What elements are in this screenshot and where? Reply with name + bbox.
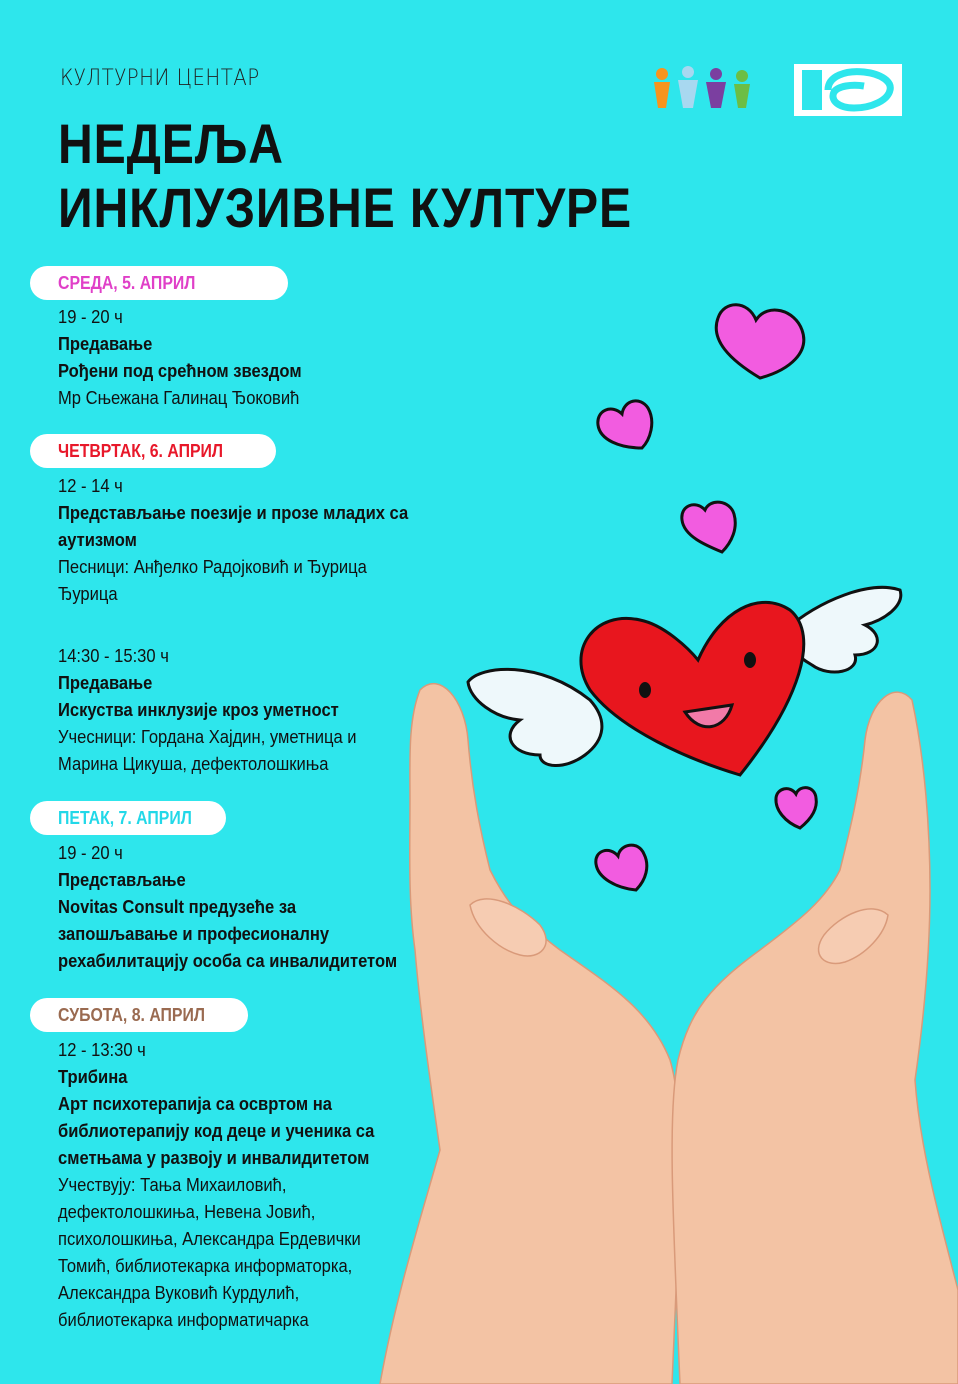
- event-time: 19 - 20 ч: [58, 843, 123, 863]
- page-title: [58, 112, 632, 240]
- event-type: Предавање: [58, 334, 153, 354]
- event-title: Представљање поезије и прозе младих са: [58, 503, 409, 523]
- event-people: Марина Цикуша, дефектолошкиња: [58, 754, 329, 774]
- event-thursday-1: [58, 473, 408, 608]
- event-time: 12 - 14 ч: [58, 476, 123, 496]
- people-logo-icon: [654, 66, 750, 108]
- event-title: Искуства инклузије кроз уметност: [58, 700, 339, 720]
- event-title: запошљавање и професионалну: [58, 924, 330, 944]
- organization-name: КУЛТУРНИ ЦЕНТАР: [60, 66, 260, 91]
- event-title: аутизмом: [58, 530, 137, 550]
- event-people: Учествују: Тања Михаиловић,: [58, 1175, 287, 1195]
- day-label: СРЕДА, 5. АПРИЛ: [58, 272, 196, 293]
- event-thursday-2: [58, 643, 357, 778]
- event-title: сметњама у развоју и инвалидитетом: [58, 1148, 370, 1168]
- event-saturday-1: [58, 1037, 374, 1334]
- day-label: ПЕТАК, 7. АПРИЛ: [58, 807, 192, 828]
- day-badge-friday: [30, 801, 226, 835]
- event-people: психолошкиња, Александра Ердевички: [58, 1229, 361, 1249]
- day-badge-wednesday: [30, 266, 288, 300]
- event-title: Рођени под срећном звездом: [58, 361, 302, 381]
- event-title: Novitas Consult предузеће за: [58, 897, 297, 917]
- event-people: Мр Сњежана Галинац Ђоковић: [58, 388, 300, 408]
- event-people: Томић, библиотекарка информаторка,: [58, 1256, 353, 1276]
- event-type: Трибина: [58, 1067, 128, 1087]
- day-label: СУБОТА, 8. АПРИЛ: [58, 1004, 206, 1025]
- event-time: 14:30 - 15:30 ч: [58, 646, 169, 666]
- title-line-2: ИНКЛУЗИВНЕ КУЛТУРЕ: [58, 176, 633, 239]
- event-wednesday-1: [58, 304, 302, 412]
- kc-logo-icon: [794, 64, 902, 116]
- day-label: ЧЕТВРТАК, 6. АПРИЛ: [58, 440, 224, 461]
- title-line-1: НЕДЕЉА: [58, 112, 284, 175]
- event-people: Ђурица: [58, 584, 118, 604]
- event-people: Учесници: Гордана Хајдин, уметница и: [58, 727, 357, 747]
- event-time: 12 - 13:30 ч: [58, 1040, 146, 1060]
- open-hands-icon: [380, 684, 958, 1384]
- event-people: Песници: Анђелко Радојковић и Ђурица: [58, 557, 367, 577]
- event-people: библиотекарка информатичарка: [58, 1310, 309, 1330]
- event-friday-1: [58, 840, 397, 975]
- pink-heart-icon: [596, 305, 816, 890]
- day-badge-thursday: [30, 434, 276, 468]
- event-title: Арт психотерапија са освртом на: [58, 1094, 332, 1114]
- event-people: дефектолошкиња, Невена Јовић,: [58, 1202, 316, 1222]
- event-title: рехабилитацију особа са инвалидитетом: [58, 951, 398, 971]
- day-badge-saturday: [30, 998, 248, 1032]
- event-people: Александра Вуковић Курдулић,: [58, 1283, 300, 1303]
- event-type: Представљање: [58, 870, 186, 890]
- event-title: библиотерапију код деце и ученика са: [58, 1121, 375, 1141]
- event-type: Предавање: [58, 673, 153, 693]
- winged-heart-icon: [468, 587, 901, 775]
- event-time: 19 - 20 ч: [58, 307, 123, 327]
